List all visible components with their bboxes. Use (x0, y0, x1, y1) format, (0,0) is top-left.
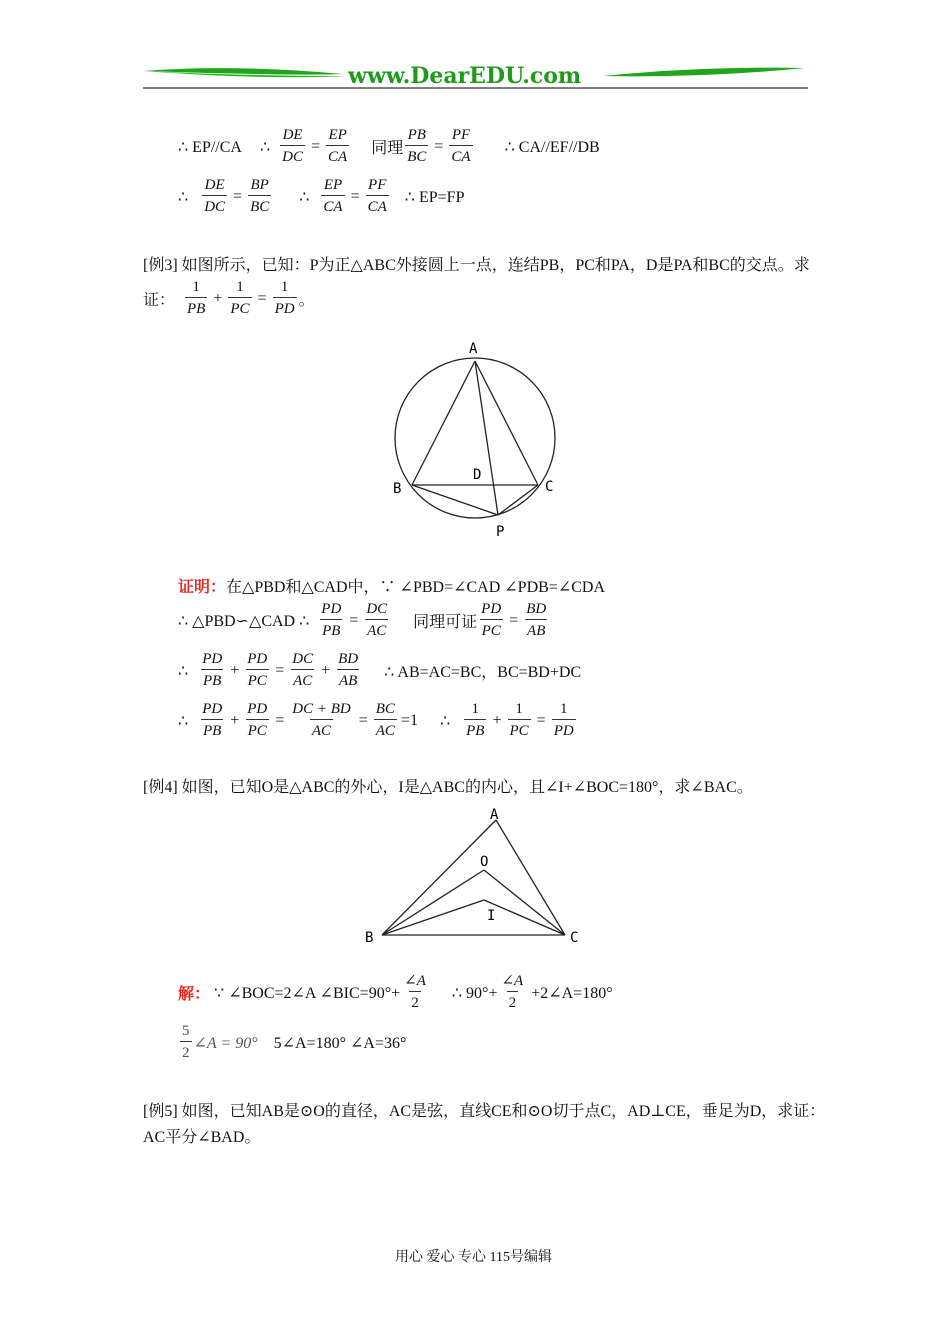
label-a: A (490, 807, 499, 823)
fraction: $\frac{EP}{CA}$ (328, 127, 348, 165)
fraction: $\frac{1}{PD}$ (553, 701, 574, 739)
solution4-line-2: $\frac{5}{2}$ ∠A = 90° 5∠A=180° ∠A=36° (182, 1023, 407, 1061)
segment-bi (382, 900, 484, 935)
fraction: $\frac{DE}{DC}$ (282, 127, 303, 165)
fraction: $\frac{PF}{CA}$ (367, 177, 387, 215)
label-a: A (469, 341, 478, 357)
proof3-line-2: ∴ △PBD∽△CAD ∴ $\frac{PD}{PB}$ = $\frac{DC}{AC}$ 同理可证 $\frac{PD}{PC}$ = $\frac{BD}{AB}$ (178, 601, 547, 639)
fraction: $\frac{\angle A}{2}$ (501, 973, 524, 1011)
fraction: $\frac{DE}{DC}$ (204, 177, 226, 215)
fraction: $\frac{1}{PB}$ (466, 701, 485, 739)
fraction: $\frac{1}{PD}$ (274, 279, 295, 317)
segment-co (484, 870, 565, 935)
circumcircle (395, 358, 555, 518)
therefore: ∴ (299, 188, 310, 206)
example-5-statement-line-2: AC平分∠BAD。 (143, 1129, 261, 1146)
proof3-line-3: ∴ $\frac{PD}{PB}$ + $\frac{PD}{PC}$ = $\frac{DC}{AC}$ + $\frac{BD}{AB}$ ∴ AB=AC=BC，BC=BD+DC (178, 651, 582, 689)
fraction: $\frac{DC}{AC}$ (292, 651, 314, 689)
label-i: I (487, 908, 496, 924)
solution4-line-1: 解： ∵ ∠BOC=2∠A ∠BIC=90°+ $\frac{\angle A}{2}$ ∴ 90°+ $\frac{\angle A}{2}$ +2∠A=180° (178, 973, 613, 1011)
segment-cp (498, 485, 538, 515)
fraction: $\frac{1}{PC}$ (509, 701, 529, 739)
label-c: C (570, 930, 579, 946)
footer-text: 用心 爱心 专心 115号编辑 (395, 1250, 552, 1265)
fraction: $\frac{1}{PB}$ (187, 279, 206, 317)
text: 同理 (371, 140, 404, 157)
text: ∴ CA//EF//DB (504, 138, 600, 156)
proof3-line-4: ∴ $\frac{PD}{PB}$ + $\frac{PD}{PC}$ = $\frac{DC + BD}{AC}$ = $\frac{BC}{AC}$ =1 ∴ $\frac{1}{PB}$ + $\frac{1}{PC}$ = $\frac{1}{PD}$ (178, 701, 574, 739)
side-ab (382, 820, 496, 935)
label-b: B (365, 930, 374, 946)
fraction: $\frac{1}{PC}$ (230, 279, 250, 317)
proof3-line-1: 证明： 在△PBD和△CAD中，∵ ∠PBD=∠CAD ∠PDB=∠CDA (178, 574, 605, 597)
fraction: $\frac{DC}{AC}$ (366, 601, 388, 639)
example-4-statement: [例4] 如图，已知O是△ABC的外心，I是△ABC的内心，且∠I+∠BOC=180°，求∠BAC。 (143, 779, 753, 796)
label-o: O (480, 854, 489, 870)
fraction: $\frac{DC + BD}{AC}$ (292, 701, 351, 739)
side-ab (412, 361, 475, 485)
solution-label: 解： (178, 986, 211, 1003)
header-logo-text: www.DearEDU.com (348, 63, 582, 89)
fraction: $\frac{PD}{PB}$ (202, 701, 223, 739)
therefore: ∴ (259, 138, 271, 156)
fraction: $\frac{BC}{AC}$ (375, 701, 395, 739)
proof-line-2: ∴ $\frac{DE}{DC}$ = $\frac{BP}{BC}$ ∴ $\frac{EP}{CA}$ = $\frac{PF}{CA}$ ∴ EP=FP (178, 177, 465, 215)
text: ∴ EP=FP (404, 188, 465, 206)
proof-label: 证明： (178, 579, 227, 596)
fraction: $\frac{\angle A}{2}$ (404, 973, 426, 1011)
segment-ci (484, 900, 565, 935)
fraction: $\frac{BD}{AB}$ (338, 651, 359, 689)
example-3-equation: 证： $\frac{1}{PB}$ + $\frac{1}{PC}$ = $\frac{1}{PD}$ 。 (143, 279, 315, 317)
fraction: $\frac{PD}{PB}$ (202, 651, 223, 689)
fraction: $\frac{PF}{CA}$ (451, 127, 471, 165)
text: ∴ EP//CA (178, 138, 242, 156)
fraction: $\frac{BP}{BC}$ (250, 177, 270, 215)
side-ac (496, 820, 565, 935)
label-p: P (496, 524, 505, 540)
label-c: C (545, 479, 554, 495)
example-5-statement-line-1: [例5] 如图，已知AB是⊙O的直径，AC是弦，直线CE和⊙O切于点C，AD⊥CE，垂足为D，求证： (143, 1103, 826, 1120)
triangle-figure (360, 800, 590, 950)
segment-bo (382, 870, 484, 935)
label-b: B (393, 481, 402, 497)
therefore: ∴ (178, 188, 189, 206)
fraction: $\frac{PD}{PB}$ (321, 601, 342, 639)
fraction: $\frac{5}{2}$ (182, 1023, 190, 1061)
proof-line-1: ∴ EP//CA ∴ $\frac{DE}{DC}$ = $\frac{EP}{CA}$ 同理 $\frac{PB}{BC}$ = $\frac{PF}{CA}$ ∴ CA//EF//DB (178, 127, 600, 165)
example-3-statement: [例3] 如图所示，已知：P为正△ABC外接圆上一点，连结PB，PC和PA，D是PA和BC的交点。求 (143, 257, 810, 274)
fraction: $\frac{EP}{CA}$ (323, 177, 343, 215)
fraction: $\frac{PD}{PC}$ (247, 701, 268, 739)
fraction: $\frac{PD}{PC}$ (247, 651, 268, 689)
circle-figure (385, 335, 565, 545)
fraction: $\frac{PB}{BC}$ (407, 127, 427, 165)
label-d: D (473, 467, 482, 483)
fraction: $\frac{BD}{AB}$ (526, 601, 547, 639)
fraction: $\frac{PD}{PC}$ (481, 601, 502, 639)
